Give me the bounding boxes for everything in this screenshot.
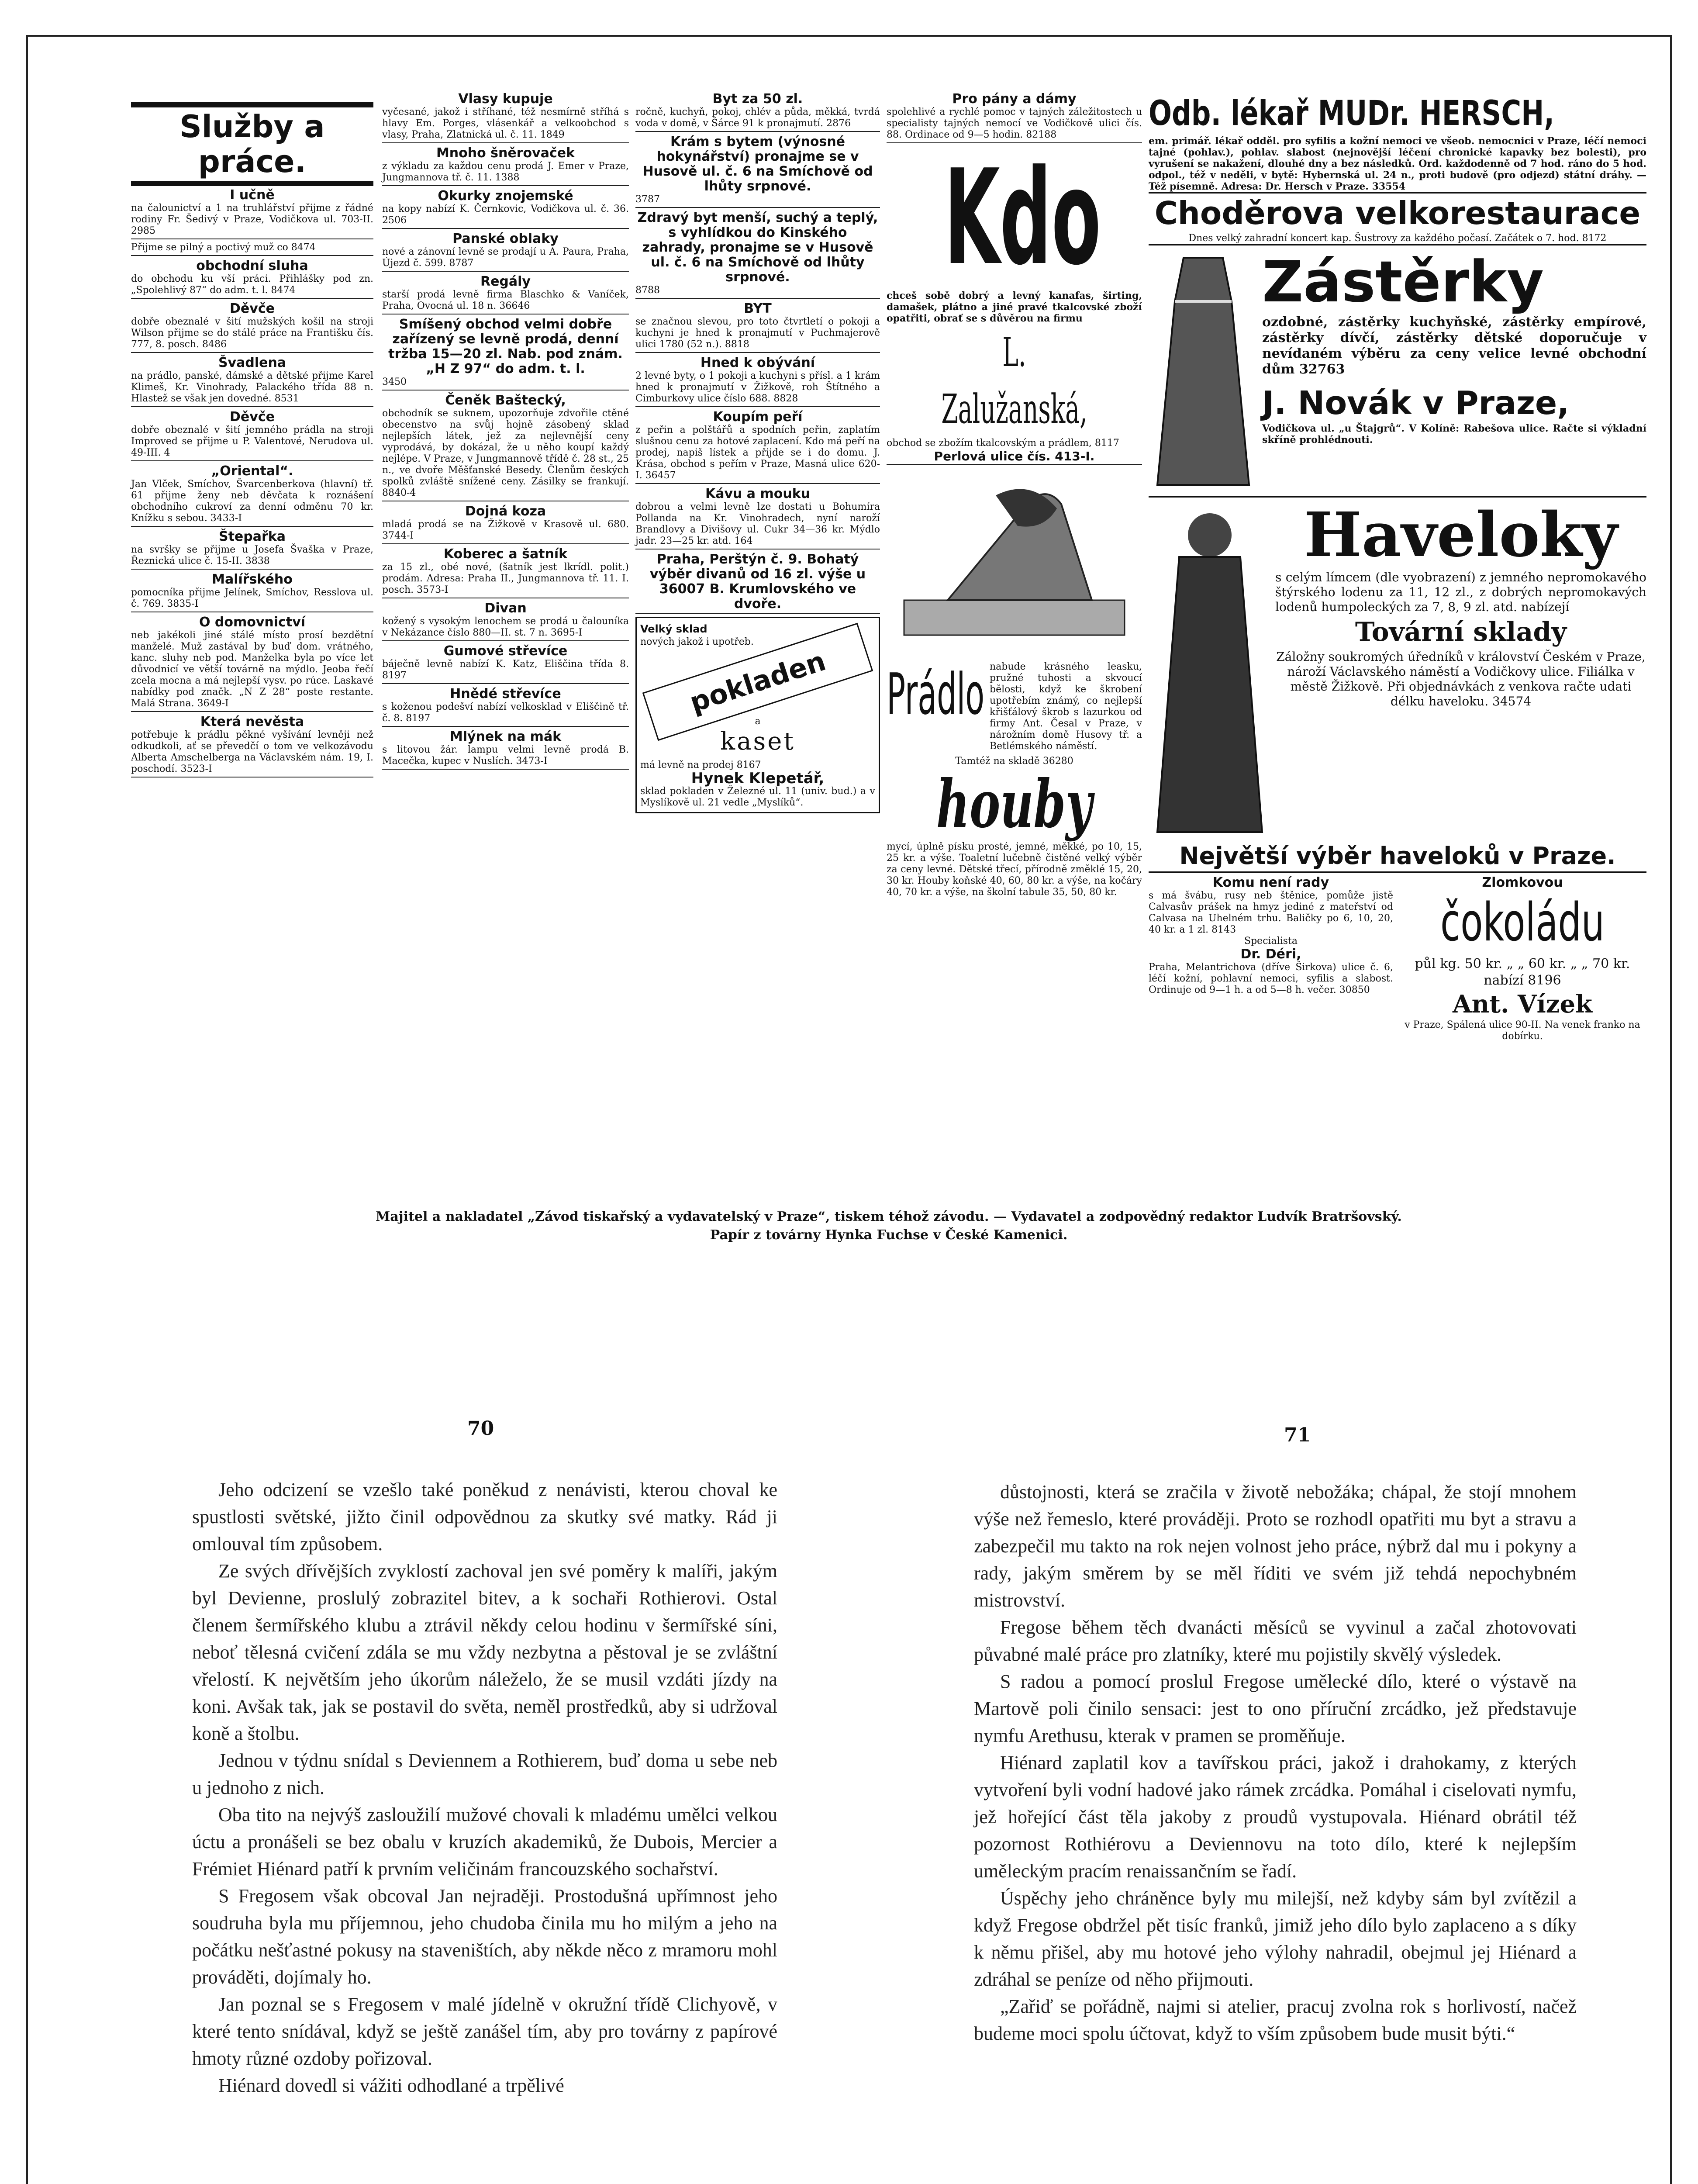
zaluzanska-name: L. Zalužanská, — [941, 329, 1087, 432]
page-number-71: 71 — [1284, 1424, 1311, 1446]
ad-heading: Štepařka — [218, 529, 286, 544]
ad-item — [382, 274, 629, 314]
ad-heading: Koupím peří — [713, 409, 803, 425]
tovarni-text: Záložny soukromých úředníků v království Českém v Praze, nároží Václavského náměstí a Vodičkovy ulice. Filiálka v městě Žižkově. Při objednávkách z venkova račte udati délku haveloku. 34574 — [1276, 650, 1646, 708]
paragraph: Jednou v týdnu snídal s Deviennem a Rothierem, buď doma u sebe neb u jednoho z nich. — [192, 1750, 777, 1798]
deri-name: Dr. Déri, — [1240, 947, 1301, 962]
ad-text: dobrou a velmi levně lze dostati u Bohumíra Pollanda na Kr. Vinohradech, nyní naroží Brandlovy a Divišovy ul. Cukr 34—36 kr. Mýdlo jadr. 23—25 kr. atd. 164 — [635, 501, 880, 546]
ad-item — [635, 135, 880, 208]
pokladny-title: Velký sklad — [640, 623, 708, 635]
ad-text: obchodník se suknem, upozorňuje zdvořile ctěné obecenstvo na svůj hojně zásobený sklad nejlepších látek, jež za nejlevnější ceny vyprodává, by dokázal, že u něho koupí každý nejlépe. V Praze, v Jungmannově třídě č. 28 st., 25 n., ve dvoře Měšťanské Besedy. Členům českých spolků zvláště snížené ceny. Zásilky se frankují. 8840-4 — [382, 408, 629, 498]
ad-text: Jan Vlček, Smíchov, Švarcenberkova (hlavní) tř. 61 přijme ženy neb děvčata k roznášení obchodního cukroví za denní odměnu 70 kr. Knížku s sebou. 3433-I — [131, 479, 373, 524]
column-byty — [635, 92, 880, 813]
komu-text: s má švábu, rusy neb štěnice, pomůže jistě Calvasův prášek na hmyz jediné z mateřství od Calvasa na Uhelném trhu. Baličky po 6, 10, 20, 40 kr. a 1 zl. 8143 — [1149, 890, 1393, 935]
ad-item — [382, 601, 629, 641]
haveloky-text: s celým límcem (dle vyobrazení) z jemného nepromokavého štýrského lodenu za 11, 12 zl., z dobrých nepromokavých lodenů humpoleckých za 7, 8, 9 zl. atd. nabízejí — [1275, 570, 1646, 614]
houby-text: mycí, úplně písku prosté, jemné, měkké, po 10, 15, 25 kr. a výše. Toaletní lučebně čistěné velký výběr za ceny levné. Dětské třecí, přírodně změklé 15, 20, 30 kr. Houby koňské 40, 60, 80 kr. a výše, na kočáry 40, 70 kr. a výše, na školní tabule 35, 50, 80 kr. — [887, 841, 1142, 898]
pokladny-ad — [635, 617, 880, 813]
deri-text: Praha, Melantrichova (dříve Širkova) ulice č. 6, léčí kožní, pohlavní nemoci, syfilis a slabost. Ordinuje od 9—1 h. a od 5—8 h. večer. 30850 — [1149, 962, 1393, 995]
choderova-heading: Choděrova velkorestaurace — [1154, 195, 1641, 232]
ad-text: na kopy nabízí K. Černkovic, Vodičkova ul. č. 36. 2506 — [382, 204, 629, 226]
ad-heading: Vlasy kupuje — [458, 91, 553, 107]
ad-heading: Děvče — [230, 409, 275, 425]
ad-item — [635, 487, 880, 549]
ad-item — [382, 189, 629, 229]
vizek-text: v Praze, Spálená ulice 90-II. Na venek franko na dobírku. — [1405, 1019, 1640, 1042]
ads-list-sluzby — [131, 188, 373, 778]
starch-hand-illustration — [887, 469, 1142, 657]
page-71-text — [974, 1479, 1577, 2047]
ad-text: na čalounictví a 1 na truhlářství přijme z řádné rodiny Fr. Šedivý v Praze, Vodičkova ul. 703-II. 2985 — [131, 203, 373, 236]
ad-heading: Hned k obývání — [700, 355, 815, 370]
ad-heading: Zdravý byt menší, suchý a teplý, s vyhlídkou do Kinského zahrady, pronajme se v Husově ul. č. 6 na Smíchově od lhůty srpnové. — [637, 210, 878, 285]
ad-item — [131, 356, 373, 407]
ads-list-prodej — [382, 92, 629, 770]
ad-text: neb jakékoli jiné stálé místo prosí bezdětní manželé. Muž zastával by buď dom. vrátného, kanc. sluhy neb pod. Manželka byla po více let důvodnicí ve větší továrně na mýdlo. Jeoba řečí zcela mocna a má nejlepší vysv. po rúce. Laskavé nabídky pod značk. „N Z 28“ poste restante. Malá Strana. 3649-I — [131, 630, 373, 709]
paragraph: Jan poznal se s Fregosem v malé jídelně v okružní třídě Clichyově, v které tento snídával, když se ještě zanášel tím, aby pro továrny z papírové hmoty různé ozdoby pořizoval. — [192, 1994, 777, 2069]
nejvetsi-vyber: Největší výběr haveloků v Praze. — [1149, 841, 1646, 873]
paragraph: Ze svých dřívějších zvyklostí zachoval jen své poměry k malíři, jakým byl Devienne, proslulý zobrazitel bitev, a k sochaři Rothierovi. Ostal členem šermířského klubu a ztrávil někdy celou hodinu v šermířské síni, neboť tělesná cvičení zdála se mu vždy nezbytna a pěstoval je se zvláštní vřelostí. K největším jeho úkorům náleželo, že se musil vzdáti jízdy na koni. Avšak tak, jak se postavil do světa, neměl prostředků, aby si udržoval koně a štolbu. — [192, 1560, 777, 1744]
pokladny-a: a — [755, 716, 761, 727]
ad-heading: BYT — [744, 301, 772, 316]
ad-heading: Koberec a šatník — [443, 546, 568, 562]
ad-item — [131, 464, 373, 527]
ad-text: mladá prodá se na Žižkově v Krasově ul. 680. 3744-I — [382, 519, 629, 541]
ad-heading: Regály — [480, 274, 531, 289]
column-sluzby — [131, 100, 373, 780]
ad-text: pomocníka přijme Jelínek, Smíchov, Resslova ul. č. 769. 3835-I — [131, 587, 373, 609]
novak-text: Vodičkova ul. „u Štajgrů“. V Kolíně: Rabešova ulice. Račte si výkladní skříně prohlédnouti. — [1262, 423, 1646, 446]
ad-text: 2 levné byty, o 1 pokoji a kuchyni s přísl. a 1 krám hned k pronajmutí v Žižkově, roh Štítného a Cimburkovy ulice číslo 688. 8828 — [635, 370, 880, 404]
ad-item — [131, 410, 373, 461]
perlova-ulice: Perlová ulice čís. 413-I. — [887, 449, 1142, 465]
ad-text: báječně levně nabízí K. Katz, Eliščina třída 8. 8197 — [382, 659, 629, 681]
ad-text: starší prodá levně firma Blaschko & Vaníček, Praha, Ovocná ul. 18 n. 36646 — [382, 289, 629, 311]
paragraph: „Zařiď se pořádně, najmi si atelier, pracuj zvolna rok s horlivostí, načež budeme moci spolu účtovat, když to vším způsobem bude musit býti.“ — [974, 1996, 1577, 2044]
ad-text: potřebuje k prádlu pěkné vyšívání levněji než odkudkoli, ať se převedčí o tom ve velkozávodu Alberta Amschelberga na Václavském nám. 19, I. poschodí. 3523-I — [131, 729, 373, 774]
ad-heading: Mnoho šněrovaček — [436, 145, 575, 161]
zaluzanska-text: obchod se zbožím tkalcovským a prádlem, 8117 — [887, 438, 1119, 449]
paragraph: Fregose během těch dvanácti měsíců se vyvinul a začal zhotovovati půvabné malé práce pro zlatníky, které mu pojistily skvělý výsledek. — [974, 1617, 1577, 1665]
ad-text: 3787 — [635, 194, 660, 205]
ad-heading: Byt za 50 zl. — [712, 91, 803, 107]
ad-heading: Praha, Perštýn č. 9. Bohatý výběr divanů od 16 zl. výše u 36007 B. Krumlovského ve dvoře. — [649, 552, 866, 612]
ad-item — [382, 317, 629, 390]
section-title-sluzby: Služby a práce. — [179, 109, 325, 180]
ad-heading: „Oriental“. — [211, 463, 293, 479]
pokladny-addr: sklad pokladen v Železné ul. 11 (univ. bud.) a v Myslíkově ul. 21 vedle „Myslíků“. — [640, 786, 875, 808]
ad-text: z výkladu za každou cenu prodá J. Emer v Praze, Jungmannova tř. č. 11. 1388 — [382, 161, 629, 183]
ad-item — [382, 146, 629, 186]
komu-heading: Komu není rady — [1212, 875, 1329, 890]
title-rule — [131, 181, 373, 186]
ad-text: do obchodu ku vší práci. Přihlášky pod zn. „Spolehlivý 87“ do adm. t. l. 8474 — [131, 273, 373, 296]
pokladny-name: Hynek Klepetář, — [691, 770, 825, 787]
pokladny-big: pokladen — [642, 623, 873, 741]
pokladny-kaset: kaset — [720, 727, 795, 756]
ad-text: dobře obeznalé v šití mužských košil na stroji Wilson přijme se do stálé práce na Františku čís. 777, 8. posch. 8486 — [131, 316, 373, 350]
cokolada-prices: půl kg. 50 kr. „ „ 60 kr. „ „ 70 kr. nabízí 8196 — [1415, 956, 1630, 988]
ad-item — [382, 92, 629, 143]
ad-heading: Dojná koza — [465, 504, 546, 519]
apron-illustration — [1149, 249, 1258, 494]
zlomkovou: Zlomkovou — [1482, 875, 1563, 890]
ad-item — [131, 715, 373, 778]
paragraph: Jeho odcizení se vzešlo také poněkud z nenávisti, kterou choval ke spustlosti světské, jižto činil odpovědnou za skutky své matky. Rád ji omlouval tím způsobem. — [192, 1479, 777, 1555]
tovarni-heading: Tovární sklady — [1355, 617, 1567, 647]
paragraph: důstojnosti, která se zračila v životě nebožáka; chápal, že stojí mnohem výše než řemeslo, které prováději. Proto se rozhodl opatřiti mu byt a stravu a zabezpečil mu takto na rok nejen volnost jeho práce, nýbrž dal mu i pokyny a rady, jakým směrem by se měl říditi ve svém již tehdá nepochybném mistrovství. — [974, 1481, 1577, 1611]
column-kdo — [887, 92, 1142, 898]
ad-item — [382, 232, 629, 272]
ad-heading: Hnědé střevíce — [450, 686, 561, 702]
ad-text: na prádlo, panské, dámské a dětské přijme Karel Klimeš, Kr. Vinohrady, Palackého třída 88 n. Hlastež se však jen dovedné. 8531 — [131, 370, 373, 404]
ad-heading: Malířského — [212, 572, 293, 587]
ad-item — [131, 572, 373, 612]
ad-item — [635, 356, 880, 407]
pradlo-text: nabude krásného leasku, pružné tuhosti a skvoucí bělosti, když ke škrobení upotřebím známý, co nejlepší křišťálový škrob s lazurkou od firmy Ant. Česal v Praze, v nárožním domě Husovy tř. a Betlémského náměstí. — [990, 661, 1142, 752]
ad-text: ročně, kuchyň, pokoj, chlév a půda, měkká, tvrdá voda v domě, v Šárce 91 k pronajmutí. 2876 — [635, 107, 880, 129]
ad-item — [382, 547, 629, 598]
ad-item — [635, 410, 880, 484]
ad-item — [131, 242, 373, 256]
ad-item — [382, 644, 629, 684]
ad-heading: Panské oblaky — [452, 231, 559, 246]
ad-item — [635, 211, 880, 299]
zasterky-heading: Zástěrky — [1262, 249, 1544, 315]
ad-item — [131, 188, 373, 239]
ad-heading: Gumové střevíce — [443, 643, 568, 659]
ad-heading: Smíšený obchod velmi dobře zařízený se levně prodá, denní tržba 15—20 zl. Nab. pod znám. „H Z 97“ do adm. t. l. — [388, 317, 623, 377]
page-70-text — [192, 1476, 777, 2099]
column-prodej — [382, 92, 629, 772]
ad-item — [382, 687, 629, 727]
ad-heading: Okurky znojemské — [438, 188, 573, 204]
paragraph: Úspěchy jeho chráněnce byly mu milejší, než kdyby sám byl zvítězil a když Fregose obdržel pět tisíc franků, jimiž jeho dílo bylo zaplaceno a s díky k němu přišel, aby mu hotové jeho výlohy nahradil, obejmul jej Hiénard a zdráhal se peníze od něho přijmouti. — [974, 1887, 1577, 1990]
ad-item — [131, 529, 373, 570]
paragraph: S Fregosem však obcoval Jan nejraději. Prostodušná upřímnost jeho soudruha byla mu příjemnou, jeho chudoba činila mu ho milým a jeho na počátku nešťastné pokusy na staveništích, aby někde něco z mramoru mohl prováděti, dojímaly ho. — [192, 1885, 777, 1988]
ad-heading: Pro pány a dámy — [952, 91, 1077, 107]
ads-list-byty — [635, 92, 880, 614]
houby-heading: houby — [936, 766, 1093, 843]
ad-heading: Krám s bytem (výnosné hokynářství) pronajme se v Husově ul. č. 6 na Smíchově od lhůty srpnové. — [642, 134, 873, 194]
paragraph: Oba tito na nejvýš zasloužilí mužové chovali k mladému umělci velkou úctu a pronášeli se bez obalu v kruzích akademiků, že Dubois, Mercier a Frémiet Hiénard patří k prvním veličinám francouzského sochařství. — [192, 1804, 777, 1880]
page-number-70: 70 — [467, 1417, 494, 1440]
kdo-text: chceš sobě dobrý a levný kanafas, širting, damašek, plátno a jiné pravé tkalcovské zboží opatřiti, obrať se s důvěrou na firmu — [887, 290, 1142, 324]
ad-heading: obchodní sluha — [196, 258, 308, 273]
top-rule — [131, 102, 373, 107]
deri-specialist: Specialista — [1244, 936, 1298, 947]
zasterky-text: ozdobné, zástěrky kuchyňské, zástěrky empírové, zástěrky dívčí, zástěrky dětské doporučuje v nevídaném výběru za ceny velice levné obchodní dům 32763 — [1262, 314, 1646, 377]
haveloky-heading: Haveloky — [1304, 499, 1618, 571]
cokoladu-heading: čokoládu — [1440, 892, 1605, 953]
tamtez: Tamtéž na skladě 36280 — [955, 756, 1073, 767]
kdo-heading: Kdo — [944, 142, 1101, 294]
ad-item — [382, 504, 629, 544]
ad-text: nové a zánovní levně se prodají u A. Paura, Praha, Újezd č. 599. 8787 — [382, 246, 629, 269]
novak-heading: J. Novák v Praze, — [1262, 384, 1570, 422]
ad-text: 8788 — [635, 285, 660, 296]
column-hersch — [1149, 92, 1646, 1042]
pradlo-heading: Prádlo — [887, 661, 985, 727]
ad-item — [382, 729, 629, 770]
ad-heading: Kávu a mouku — [705, 486, 811, 501]
pokladny-line: má levně na prodej 8167 — [640, 760, 761, 771]
hersch-text: em. primář. lékař odděl. pro syfilis a kožní nemoci ve všeob. nemocnici v Praze, léčí nemoci tajné (pohlav.), pohlav. slabost (nejnovější léčení chronické kapavky bez bolesti), pro vyrušení se nakažení, dlouhé dny a bez následků. Ord. každodenně od 7 hod. ráno do 5 hod. odpol., též v neděli, v bytě: Hybernská ul. 24 n., proti budově (pro odjezd) státní dráhy. — Též písemně. Adresa: Dr. Hersch v Praze. 33554 — [1149, 135, 1646, 192]
ad-heading: Mlýnek na mák — [449, 729, 562, 744]
paragraph: Hiénard dovedl si vážiti odhodlané a trpělivé — [218, 2075, 564, 2096]
ad-text: s litovou žár. lampu velmi levně prodá B. Macečka, kupec v Nuslích. 3473-I — [382, 744, 629, 767]
ad-text: z peřin a polštářů a spodních peřin, zaplatím slušnou cenu za hotové zaplacení. Kdo má peří na prodej, napiš lístek a přijde se i do domu. J. Krása, obchod s peřím v Praze, Masná ulice 620-I. 36457 — [635, 425, 880, 481]
ad-heading: I učně — [230, 187, 275, 203]
ad-text: Přijme se pilný a poctivý muž co 8474 — [131, 242, 316, 253]
hersch-heading: Odb. lékař MUDr. HERSCH, — [1149, 94, 1555, 133]
ad-item — [131, 259, 373, 299]
ad-text: spolehlivé a rychlé pomoc v tajných záležitostech u specialisty tajných nemocí ve Vodičkově ulici čís. 88. Ordinace od 9—5 hodin. 82188 — [887, 107, 1142, 140]
paragraph: S radou a pomocí proslul Fregose umělecké dílo, které o výstavě na Martově poli činilo sensaci: jest to ono příruční zrcádko, jež představuje nymfu Arethusu, kterak v pramen se proměňuje. — [974, 1671, 1577, 1746]
ad-heading: Divan — [484, 601, 527, 616]
ad-text: za 15 zl., obé nové, (šatník jest lkrídl. polit.) prodám. Adresa: Praha II., Jungmannova tř. 11. I. posch. 3573-I — [382, 562, 629, 595]
paragraph: Hiénard zaplatil kov a tavířskou práci, jakož i drahokamy, z kterých vytvoření byli vodní hadové jako rámek zrcádka. Pomáhal i ciselovati nymfu, jež hořející část těla jakoby z proudů vystupovala. Hiénard obrátil též pozornost Rothiérovu a Deviennovu na toto dílo, které k nejlepším uměleckým pracím renaissančním se řadí. — [974, 1752, 1577, 1882]
ad-heading: Čeněk Baštecký, — [445, 393, 566, 408]
ad-text: dobře obeznalé v šití jemného prádla na stroji Improved se přijme u P. Valentové, Nerudova ul. 49-III. 4 — [131, 425, 373, 458]
ad-item — [635, 301, 880, 353]
choderova-text: Dnes velký zahradní koncert kap. Šustrovy za každého počasí. Začátek o 7. hod. 8172 — [1188, 233, 1607, 244]
imprint-line-1: Majitel a nakladatel „Závod tiskařský a vydavatelský v Praze“, tiskem téhož závodu. — Vydavatel a zodpovědný redaktor Ludvík Bratršovský. — [376, 1209, 1402, 1224]
imprint-line-2: Papír z továrny Hynka Fuchse v České Kamenici. — [710, 1227, 1068, 1243]
ad-item — [382, 393, 629, 501]
ad-item — [635, 552, 880, 614]
vizek-name: Ant. Vízek — [1453, 990, 1592, 1019]
ad-item — [131, 301, 373, 353]
ad-heading: O domovnictví — [199, 615, 306, 630]
ad-text: vyčesané, jakož i stříhané, též nesmírně stříhá s hlavy Em. Porges, vlásenkář a velkoobchod s vlasy, Praha, Zlatnická ul. č. 11. 1849 — [382, 107, 629, 140]
ad-heading: Děvče — [230, 301, 275, 316]
ad-item — [635, 92, 880, 132]
ad-text: na svršky se přijme u Josefa Švaška v Praze, Řeznická ulice č. 15-II. 3838 — [131, 544, 373, 567]
ad-item — [131, 615, 373, 712]
ad-text: se značnou slevou, pro toto čtvrtletí o pokoji a kuchyni je hned k pronajmutí v Puchmajerově ulici 1780 (52 n.). 8818 — [635, 316, 880, 350]
havelok-illustration — [1149, 500, 1271, 841]
imprint-footer — [131, 1208, 1646, 1244]
ad-heading: Švadlena — [218, 355, 286, 370]
ad-heading: Která nevěsta — [200, 714, 304, 729]
ad-text: kožený s vysokým lenochem se prodá u čalouníka v Nekázance číslo 880—II. st. 7 n. 3695-I — [382, 616, 629, 638]
ad-text: 3450 — [382, 377, 407, 387]
ad-text: s koženou podešví nabízí velkosklad v Eliščině tř. č. 8. 8197 — [382, 702, 629, 724]
pokladny-sub: nových jakož i upotřeb. — [640, 636, 754, 647]
